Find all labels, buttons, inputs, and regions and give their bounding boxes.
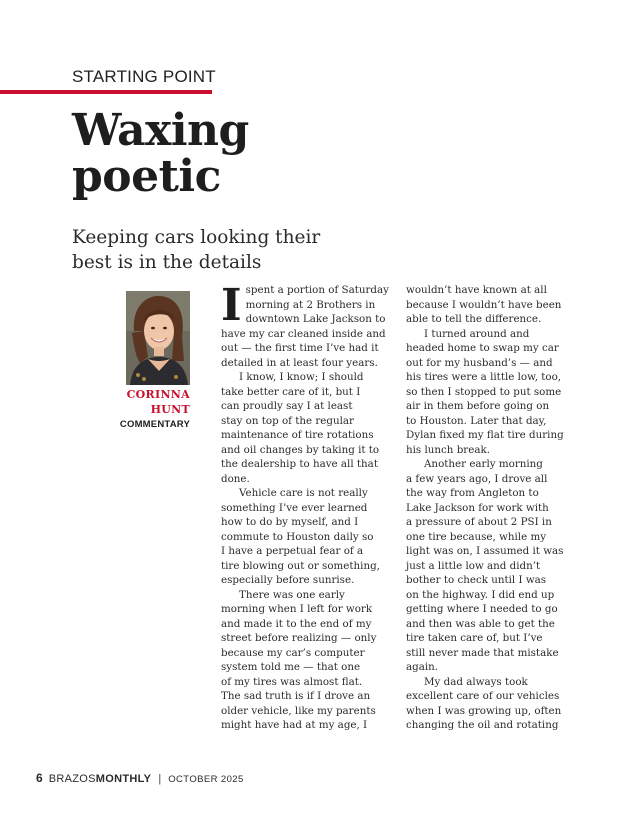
text-line: and then was able to get the (406, 617, 555, 630)
paragraph (406, 675, 568, 733)
text-line: able to tell the difference. (406, 313, 542, 325)
text-line: morning at 2 Brothers in (245, 298, 376, 311)
text-line: just a little low and didn’t (406, 559, 541, 572)
text-line: take better care of it, but I (221, 385, 361, 398)
text-line: tire blowing out or something, (221, 559, 380, 572)
text-line: his tires were a little low, too, (406, 371, 562, 383)
section-rule (0, 90, 212, 94)
text-line: bother to check until I was (406, 574, 547, 586)
page-number: 6 (36, 771, 43, 785)
text-line: especially before sunrise. (221, 574, 355, 586)
text-line: again. (406, 661, 439, 673)
text-line: street before realizing — only (221, 632, 377, 644)
text-line: air in them before going on (406, 400, 550, 412)
paragraph (221, 486, 383, 588)
subheadline (72, 225, 352, 275)
text-line: downtown Lake Jackson to (245, 313, 386, 325)
text-line: I have a perpetual fear of a (221, 545, 364, 557)
text-line: headed home to swap my car (406, 342, 559, 354)
magazine-name-regular: BRAZOS (48, 773, 96, 785)
text-line: stay on top of the regular (221, 414, 354, 427)
paragraph (221, 370, 383, 486)
author-portrait-image (126, 291, 190, 385)
text-line: done. (221, 472, 250, 485)
paragraph (406, 327, 568, 458)
text-line: excellent care of our vehicles (406, 690, 560, 702)
text-line: I know, I know; I should (239, 371, 364, 383)
text-line: the way from Angleton to (406, 487, 539, 499)
text-line: of my tires was almost flat. (221, 675, 363, 688)
text-line: detailed in at least four years. (221, 356, 378, 369)
footer-separator: | (158, 773, 162, 785)
text-line: tire taken care of, but I’ve (406, 632, 543, 644)
text-line: can proudly say I at least (221, 400, 353, 412)
author-name (127, 387, 190, 417)
headline (72, 105, 249, 202)
text-line: morning when I left for work (221, 603, 373, 615)
headline-line-2: poetic (72, 151, 221, 202)
text-line: Another early morning (424, 458, 543, 470)
text-line: the dealership to have all that (221, 458, 378, 470)
text-line: out for my husband’s — and (406, 356, 553, 369)
text-line: one tire because, while my (406, 530, 547, 543)
text-line: so then I stopped to put some (406, 385, 562, 398)
text-line: still never made that mistake (406, 646, 559, 659)
article-column-2 (406, 283, 568, 733)
text-line: light was on, I assumed it was (406, 545, 564, 557)
text-line: out — the first time I’ve had it (221, 342, 379, 354)
author-first-name: CORINNA (126, 388, 190, 401)
subhead-line-1: Keeping cars looking their (72, 227, 321, 248)
text-line: system told me — that one (221, 661, 361, 673)
text-line: on the highway. I did end up (406, 588, 555, 601)
text-line: changing the oil and rotating (406, 719, 559, 731)
text-line: There was one early (239, 588, 345, 601)
text-line: how to do by myself, and I (221, 516, 359, 528)
author-last-name: HUNT (150, 403, 190, 416)
magazine-name-bold: MONTHLY (95, 773, 152, 785)
text-line: commute to Houston daily so (221, 530, 374, 543)
text-line: maintenance of tire rotations (221, 429, 374, 441)
text-line: something I’ve ever learned (221, 501, 368, 514)
article-column-1 (221, 280, 389, 733)
drop-cap: I (221, 280, 242, 331)
text-line: a pressure of about 2 PSI in (406, 516, 552, 528)
text-line: I turned around and (424, 327, 530, 340)
text-line: might have had at my age, I (221, 719, 368, 731)
text-line: because my car’s computer (221, 646, 365, 659)
issue-date: OCTOBER 2025 (168, 774, 244, 785)
text-line: when I was growing up, often (406, 704, 562, 717)
text-line: to Houston. Later that day, (406, 414, 547, 427)
section-label: STARTING POINT (72, 67, 216, 86)
paragraph (221, 588, 383, 733)
column-2-body (406, 283, 568, 733)
text-line: wouldn’t have known at all (406, 284, 547, 296)
text-line: because I wouldn’t have been (406, 298, 562, 311)
text-line: a few years ago, I drove all (406, 472, 548, 485)
text-line: older vehicle, like my parents (221, 704, 376, 717)
text-line: and oil changes by taking it to (221, 443, 380, 456)
text-line: spent a portion of Saturday (245, 284, 389, 296)
text-line: Lake Jackson for work with (406, 501, 549, 514)
page-footer (36, 771, 244, 785)
author-photo (126, 291, 190, 385)
paragraph (406, 457, 568, 675)
text-line: getting where I needed to go (406, 603, 558, 615)
headline-line-1: Waxing (72, 105, 249, 156)
text-line: My dad always took (424, 675, 528, 688)
paragraph (406, 283, 568, 327)
text-line: have my car cleaned inside and (221, 327, 386, 340)
text-line: his lunch break. (406, 443, 490, 456)
text-line: Dylan fixed my flat tire during (406, 429, 564, 441)
text-line: Vehicle care is not really (239, 487, 368, 499)
text-line: The sad truth is if I drove an (221, 690, 371, 702)
author-role: COMMENTARY (119, 419, 190, 430)
opening-paragraph-start (221, 280, 389, 331)
paragraph (221, 327, 386, 371)
text-line: and made it to the end of my (221, 617, 372, 630)
column-1-body (221, 327, 386, 733)
subhead-line-2: best is in the details (72, 252, 262, 273)
